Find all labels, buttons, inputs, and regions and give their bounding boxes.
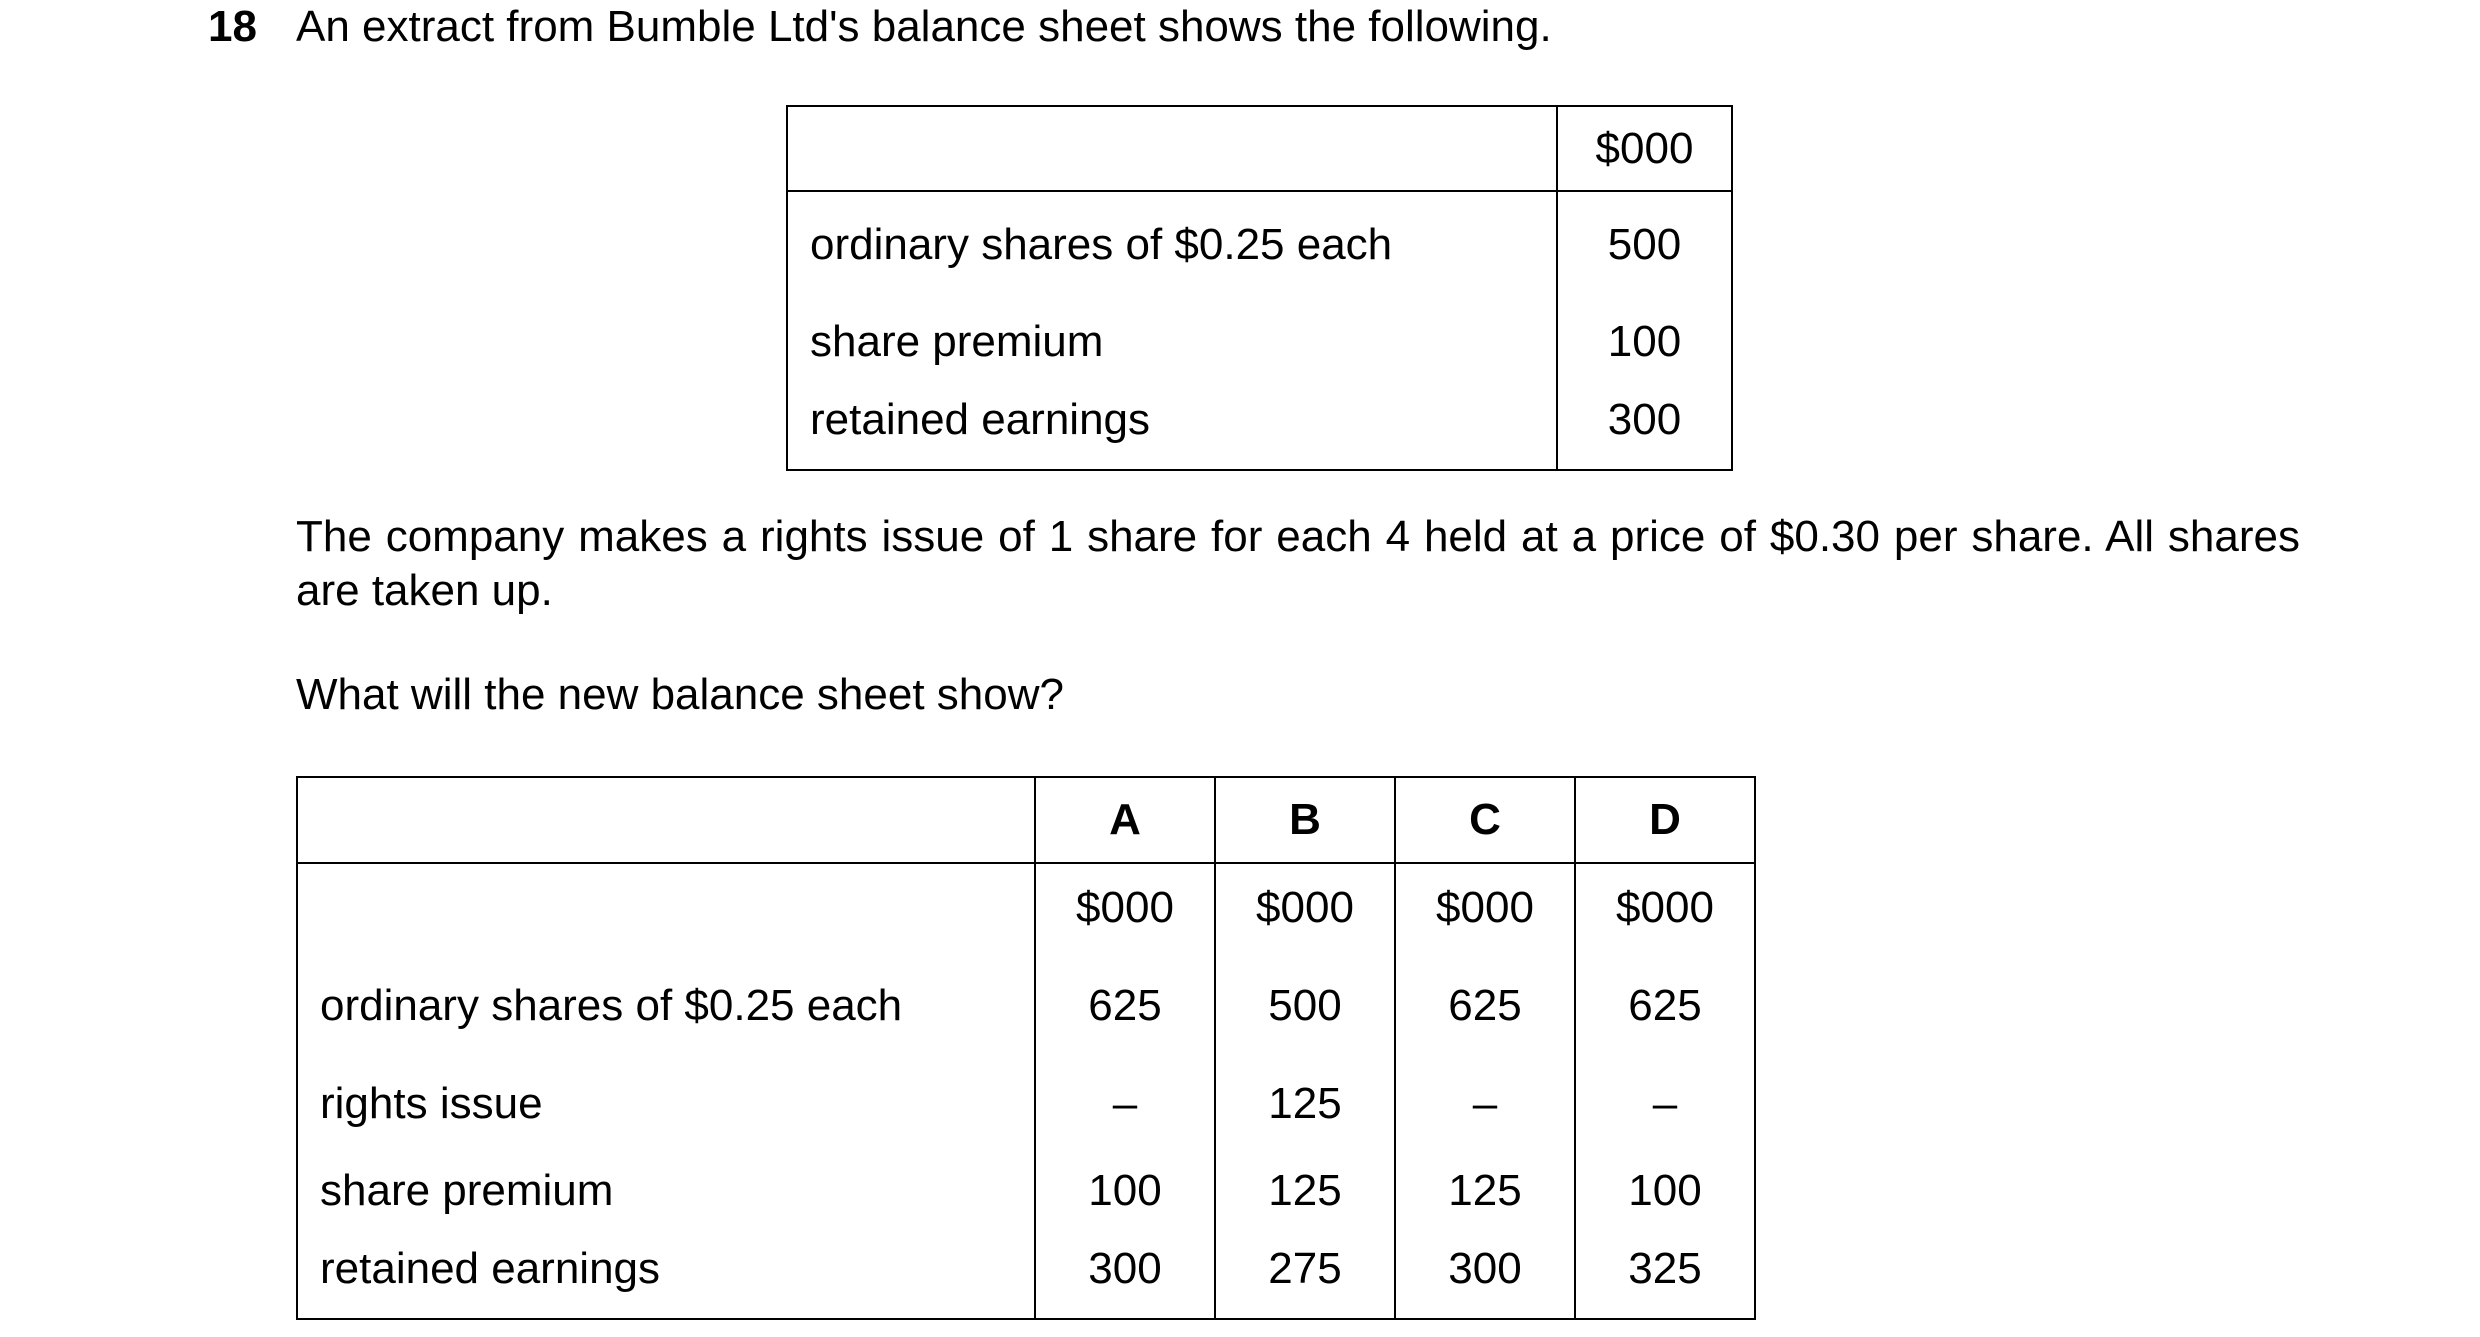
question-stem: An extract from Bumble Ltd's balance sheet shows the following. [296,2,1552,51]
row-value: 300 [1607,395,1682,444]
option-letter-d: D [1575,777,1755,863]
question-number: 18 [208,2,257,51]
option-letter-c: C [1395,777,1575,863]
row-label: ordinary shares of $0.25 each [297,952,1035,1060]
unit-cell: $000 [1215,863,1395,952]
table-row [787,385,1732,470]
table-row [297,952,1755,1060]
value-cell: – [1035,1060,1215,1147]
option-letter-b: B [1215,777,1395,863]
table-row [787,298,1732,385]
units-row [297,863,1755,952]
question-prompt: What will the new balance sheet show? [296,670,1064,719]
header-blank-cell [787,106,1557,191]
row-label: retained earnings [297,1234,1035,1319]
units-blank-cell [297,863,1035,952]
unit-header: $000 [1557,106,1732,191]
balance-sheet-extract-table [786,105,1733,471]
value-cell: – [1652,1078,1678,1128]
row-label: retained earnings [787,385,1557,470]
table-row [297,1147,1755,1234]
table-row [297,1060,1755,1147]
row-value: 500 [1607,220,1682,269]
value-cell: 500 [1215,952,1395,1060]
value-cell: 100 [1628,1165,1702,1215]
value-cell: 625 [1628,981,1702,1030]
value-cell: 125 [1395,1147,1575,1234]
row-label: share premium [297,1147,1035,1234]
table-header-row [787,106,1732,191]
option-letter-a: A [1035,777,1215,863]
value-cell: 325 [1628,1244,1702,1293]
value-cell: 275 [1215,1234,1395,1319]
unit-cell: $000 [1616,883,1714,932]
row-value: 100 [1607,316,1682,366]
value-cell: 125 [1215,1147,1395,1234]
table-row [787,191,1732,298]
unit-cell: $000 [1395,863,1575,952]
answer-options-table [296,776,1756,1320]
value-cell: 625 [1395,952,1575,1060]
value-cell: 625 [1035,952,1215,1060]
value-cell: 125 [1215,1060,1395,1147]
row-label: share premium [787,298,1557,385]
table-row [297,1234,1755,1319]
value-cell: 300 [1395,1234,1575,1319]
row-label: rights issue [297,1060,1035,1147]
value-cell: 300 [1035,1234,1215,1319]
value-cell: 100 [1035,1147,1215,1234]
row-label: ordinary shares of $0.25 each [787,191,1557,298]
header-blank-cell [297,777,1035,863]
question-paragraph: The company makes a rights issue of 1 share for each 4 held at a price of $0.30 per share. All shares are taken up. [296,512,2300,615]
options-header-row [297,777,1755,863]
unit-cell: $000 [1035,863,1215,952]
value-cell: – [1395,1060,1575,1147]
